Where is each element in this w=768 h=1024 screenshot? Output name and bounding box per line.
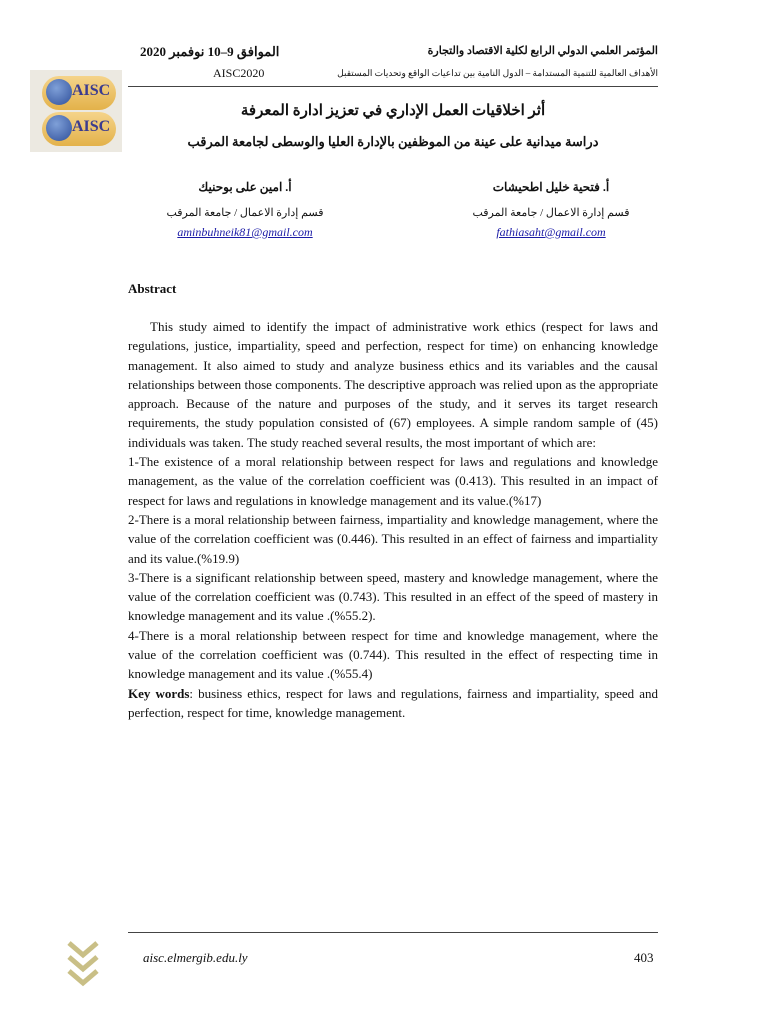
logo-badge-bottom xyxy=(42,112,116,146)
footer-divider xyxy=(128,932,658,933)
footer-website-link[interactable]: aisc.elmergib.edu.ly xyxy=(143,950,248,965)
globe-icon xyxy=(46,79,72,105)
globe-icon xyxy=(46,115,72,141)
paper-subtitle: دراسة ميدانية على عينة من الموظفين بالإدارة العليا والوسطى لجامعة المرقب xyxy=(187,134,599,149)
keywords-paragraph xyxy=(128,684,658,723)
abstract-result: 4-There is a moral relationship between respect for time and knowledge management, where the value of the correlation coefficient was (0.744). This resulted in the effect of respecting time in knowledge management and its value .(%55.4) xyxy=(128,627,658,682)
logo-text-top: AISC xyxy=(72,82,111,99)
logo-badge-top xyxy=(42,76,116,110)
conference-subtitle: الأهداف العالمية للتنمية المستدامة – الدول النامية بين تداعيات الواقع وتحديات المستقبل xyxy=(337,68,658,78)
chevron-3 xyxy=(69,971,97,983)
author-2-dept: قسم إدارة الاعمال / جامعة المرقب xyxy=(166,207,324,219)
conference-name: المؤتمر العلمي الدولي الرابع لكلية الاقتصاد والتجارة xyxy=(427,45,658,57)
chevron-1 xyxy=(69,943,97,955)
abstract-heading: Abstract xyxy=(128,281,177,296)
header-divider xyxy=(128,86,658,87)
chevron-2 xyxy=(69,957,97,969)
chevron-down-icon xyxy=(66,940,100,992)
paper-title: أثر اخلاقيات العمل الإداري في تعزيز ادارة المعرفة xyxy=(240,103,546,119)
keywords-label: Key words xyxy=(128,685,190,701)
author-2-email-link[interactable]: aminbuhneik81@gmail.com xyxy=(177,225,313,239)
author-2-name: أ. امين على بوحنيك xyxy=(198,180,292,194)
author-1-name: أ. فتحية خليل اطحيشات xyxy=(492,180,610,194)
abstract-result: 3-There is a significant relationship between speed, mastery and knowledge management, where the value of the correlation coefficient was (0.743). This resulted in an effect of the speed of mastery in knowledge management and its value .(%55.2). xyxy=(128,569,658,624)
author-1-dept: قسم إدارة الاعمال / جامعة المرقب xyxy=(472,207,630,219)
page-number: 403 xyxy=(634,950,654,965)
conference-date: الموافق 9–10 نوفمبر 2020 xyxy=(140,44,280,59)
keywords-text: : business ethics, respect for laws and regulations, fairness and impartiality, speed and perfection, respect for time, knowledge management. xyxy=(128,685,658,720)
abstract-result: 1-The existence of a moral relationship between respect for laws and regulations and knowledge management, as the value of the correlation coefficient was (0.413). This resulted in an impact of respect for laws and regulations in knowledge management and its value.(%17) xyxy=(128,454,658,508)
logo-text-bottom: AISC xyxy=(72,118,111,135)
aisc-logo-icon xyxy=(30,70,122,152)
author-1-email-link[interactable]: fathiasaht@gmail.com xyxy=(496,225,606,239)
abstract-result: 2-There is a moral relationship between fairness, impartiality and knowledge management, where the value of the correlation coefficient was (0.446). This resulted in an effect of fairness and impartiality and its value.(%19.9) xyxy=(128,511,658,566)
conference-code: AISC2020 xyxy=(213,66,265,80)
abstract-body xyxy=(128,317,658,722)
abstract-intro: This study aimed to identify the impact of administrative work ethics (respect for laws and regulations, justice, impartiality, speed and perfection, respect for time) on enhancing knowledge management. It also aimed to study and analyze business ethics and its variables and the causal relationships between those components. The descriptive approach was relied upon as the appropriate approach. Because of the nature and purposes of the study, and it serves its target research requirements, the study population consisted of (67) employees. A simple random sample of (45) individuals was taken. The study reached several results, the most important of which are: xyxy=(128,319,658,450)
